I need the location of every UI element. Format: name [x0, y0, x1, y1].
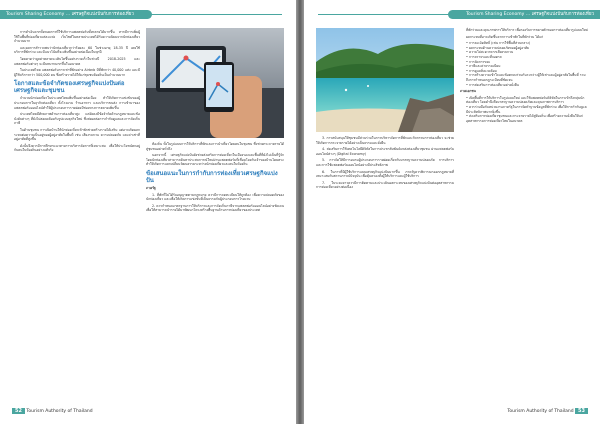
- section-title: โอกาสและข้อจำกัดของเศรษฐกิจแบ่งปันต่อเศรษฐกิจและชุมชน: [14, 80, 125, 95]
- list-item: • ความไม่สะดวกจากเสียงรบกวน: [466, 50, 588, 55]
- left-column-a: [14, 30, 140, 155]
- bullet-list: [460, 96, 588, 124]
- paragraph: ในด้านชุมชน การเปิดบ้านให้นักท่องเที่ยวเข้าพักช่วยสร้างรายได้เสริม แต่อาจเกิดผลกระทบต่อความเป็นอยู่ของผู้อยู่อาศัยในพื้นที่ เช่น เสียงรบกวน ความปลอดภัย และค่าเช่าที่อยู่อาศัยที่สูงขึ้น: [14, 127, 140, 142]
- list-item: • การส่งเสริมการท่องเที่ยวอย่างยั่งยืน: [466, 83, 588, 88]
- subheading: ภาคเอกชน: [460, 89, 476, 94]
- paragraph: จำนวนนักท่องเที่ยวในประเทศไทยเพิ่มขึ้นอย่างต่อเนื่อง ทำให้เกิดการแข่งขันของผู้ประกอบการในธุรกิจท่องเที่ยว ทั้งโรงแรม ร้านอาหาร และบริการขนส่ง การเข้ามาของแพลตฟอร์มออนไลน์ทำให้ผู้ประกอบการรายย่อยมีช่องทางการตลาดเพิ่มขึ้น: [14, 96, 140, 110]
- left-header: Tourism Sharing Economy … เศรษฐกิจแบ่งปันกับการท่องเที่ยว: [0, 10, 152, 19]
- paragraph: 4. ส่งเสริมการใช้เทคโนโลยีดิจิทัลในการประชาสัมพันธ์แหล่งท่องเที่ยวชุมชน ผ่านแพลตฟอร์มออนไลน์ต่างๆ (Digital Economy): [316, 147, 454, 156]
- paragraph: 6. ในการที่มีผู้ใช้บริการแบบเศรษฐกิจแบ่งปันมากขึ้น ภาครัฐควรพิจารณาออกกฎหมายที่เหมาะสมกับสถานการณ์ปัจจุบัน เพื่อคุ้มครองทั้งผู้ให้บริการและผู้ใช้บริการ: [316, 169, 454, 179]
- list-item: • ภาษีและค่าธรรมเนียม: [466, 64, 588, 69]
- paragraph: ประเทศไทยมีศักยภาพด้านการท่องเที่ยวสูง แต่ยังคงมีข้อจำกัดด้านกฎหมายและข้อบังคับต่างๆ ที่ยังไม่สอดคล้องกับรูปแบบธุรกิจใหม่ ซึ่งส่งผลต่อการกำกับดูแลและการจัดเก็บภาษี: [14, 112, 140, 126]
- right-column-b: [460, 28, 588, 125]
- list-item: • การจัดการขยะ: [466, 60, 588, 65]
- list-item: • การดูแลสิ่งแวดล้อม: [466, 69, 588, 74]
- right-header-rule: [318, 14, 454, 15]
- paragraph: นอกจากนี้ เศรษฐกิจแบ่งปันยังช่วยส่งเสริมการท่องเที่ยวในเมืองรองและพื้นที่ที่ยังไม่เป็นที่รู้จัก โดยนักท่องเที่ยวสามารถค้นหาประสบการณ์ใหม่ผ่านแพลตฟอร์มที่เชื่อมโยงกับเจ้าของบ้านโดยตรง ทำให้เกิดการแลกเปลี่ยนวัฒนธรรมระหว่างนักท่องเที่ยวและคนในท้องถิ่น: [146, 153, 284, 167]
- bullet-list: [460, 41, 588, 87]
- list-item: • เปิดพื้นที่การให้บริการในรูปแบบใหม่ และใช้แพลตฟอร์มดิจิทัลในการเข้าถึงกลุ่มนักท่องเที่ยว โดยคำนึงถึงมาตรฐานความปลอดภัยและคุณภาพการบริการ: [466, 96, 588, 105]
- page-number: 53: [575, 408, 588, 414]
- paragraph: 3. การสนับสนุนให้ชุมชนมีส่วนร่วมในการบริหารจัดการที่พักและกิจกรรมการท่องเที่ยว จะช่วยให้เกิดการกระจายรายได้อย่างเป็นธรรมและยั่งยืน: [316, 136, 454, 145]
- subheading: ภาครัฐ: [146, 185, 156, 190]
- list-item: • ควรร่วมมือกับหน่วยงานภาครัฐในการจัดทำฐานข้อมูลที่พักร่วม เพื่อให้การกำกับดูแลมีประสิทธิภาพมากยิ่งขึ้น: [466, 105, 588, 114]
- right-column-a: [316, 136, 454, 192]
- paragraph: ผลกระทบที่อาจเกิดขึ้นจากการเข้าพักในที่พักร่วม ได้แก่: [466, 34, 544, 39]
- list-item: • การละเมิดสิทธิ์ (เช่น การใช้พื้นที่ส่วนกลาง): [466, 41, 588, 46]
- paragraph: ที่พักร่วมและคุณภาพการให้บริการ เพื่อรองรับการขยายตัวของการท่องเที่ยวรูปแบบใหม่: [466, 28, 588, 32]
- paragraph: 5. การจัดให้มีการอบรมผู้ประกอบการรายย่อยเกี่ยวกับมาตรฐานความปลอดภัย การบริการ และการใช้แพลตฟอร์มออนไลน์อย่างมีประสิทธิภาพ: [316, 158, 454, 167]
- left-column-b: [146, 142, 284, 215]
- list-item: • การจราจรและที่จอดรถ: [466, 55, 588, 60]
- paragraph: ท้องถิ่น ทั้งในรูปแบบการให้บริการที่พักและการนำเที่ยวโดยคนในชุมชน ซึ่งช่วยกระจายรายได้สู่ชุมชนอย่างทั่วถึง: [146, 142, 284, 151]
- paragraph: การทำเงินจากทั้งหมดการที่ใช้บริการแพลตฟอร์มทั้งหลายได้มากขึ้น หากมีการเพิ่มผู้ใช้ในพื้นที่ท่องเที่ยวแต่ละแห่ง เว็บไซต์ในหลายประเทศได้รับความนิยมจากนักท่องเที่ยวจำนวนมาก: [14, 30, 140, 44]
- right-header: Tourism Sharing Economy … เศรษฐกิจแบ่งปันกับการท่องเที่ยว: [448, 10, 600, 19]
- left-header-rule: [146, 14, 282, 15]
- book-gutter: [296, 0, 304, 424]
- list-item: • ผลกระทบด้านความปลอดภัยของผู้อยู่อาศัย: [466, 46, 588, 51]
- list-item: • การสร้างความเข้าใจและข้อตกลงร่วมกันระหว่างผู้ให้เช่าและผู้อยู่อาศัยในพื้นที่ รวมถึงการกำหนดกฎระเบียบที่ชัดเจน: [466, 73, 588, 82]
- paragraph: ในประเทศไทย แพลตฟอร์มการเช่าที่พักอย่าง Airbnb มีที่พักกว่า 40,000 แห่ง และมีผู้ใช้บริการกว่า 500,000 คน ซึ่งสร้างรายได้ให้แก่ชุมชนท้องถิ่นเป็นจำนวนมาก: [14, 68, 140, 77]
- left-page: [0, 0, 296, 424]
- right-page: [304, 0, 600, 424]
- paragraph: 1. ที่พักที่ไม่ได้รับอนุญาตตามกฎหมาย ควรมีการจดทะเบียนให้ถูกต้อง เพื่อความปลอดภัยของนักท่องเที่ยว และเพื่อให้เกิดการแข่งขันที่เป็นธรรมกับผู้ประกอบการโรงแรม: [146, 192, 284, 202]
- paragraph: 7. ในระยะยาวควรมีการติดตามและประเมินผลกระทบของเศรษฐกิจแบ่งปันต่ออุตสาหกรรมการท่องเที่ยวอย่างต่อเนื่อง: [316, 180, 454, 190]
- left-footer: [12, 408, 93, 414]
- paragraph: และผลการสำรวจพบว่านักท่องเที่ยวกว่าร้อยละ 60 ในช่วงอายุ 18-35 ปี เคยใช้บริการที่พักร่วม และมีแนวโน้มที่จะเพิ่มขึ้นอย่างต่อเนื่องในทุกปี: [14, 45, 140, 55]
- list-item: • ส่งเสริมการท่องเที่ยวชุมชนและกระจายรายได้สู่ท้องถิ่น เพื่อสร้างความยั่งยืนให้แก่อุตสาหกรรมการท่องเที่ยวไทยในอนาคต: [466, 114, 588, 123]
- footer-text: Tourism Authority of Thailand: [26, 409, 93, 414]
- section-title: ข้อเสนอแนะในการกำกับการท่องเที่ยวเศรษฐกิจแบ่งปัน: [146, 169, 278, 184]
- tropical-beach-photo: [316, 28, 454, 132]
- footer-text: Tourism Authority of Thailand: [507, 409, 574, 414]
- page-number: 52: [12, 408, 25, 414]
- paragraph: 2. ควรกำหนดมาตรฐานการให้บริการและการจัดเก็บภาษีจากแพลตฟอร์มออนไลน์อย่างชัดเจน เพื่อให้สามารถนำรายได้มาพัฒนาโครงสร้างพื้นฐานด้านการท่องเที่ยวของประเทศ: [146, 203, 284, 213]
- paragraph: โดยคาดว่ามูลค่าตลาดจะเติบโตขึ้นอย่างรวดเร็วในช่วงปี 2018-2025 และแพลตฟอร์มต่างๆ จะมีบทบาทมากขึ้นในอนาคต: [14, 56, 140, 66]
- paragraph: ดังนั้นจึงควรมีการศึกษาแนวทางการบริหารจัดการที่เหมาะสม เพื่อให้ประโยชน์ตกอยู่กับคนในท้องถิ่นอย่างแท้จริง: [14, 143, 140, 153]
- smartphone-map-photo: [146, 28, 284, 138]
- right-footer: [507, 408, 588, 414]
